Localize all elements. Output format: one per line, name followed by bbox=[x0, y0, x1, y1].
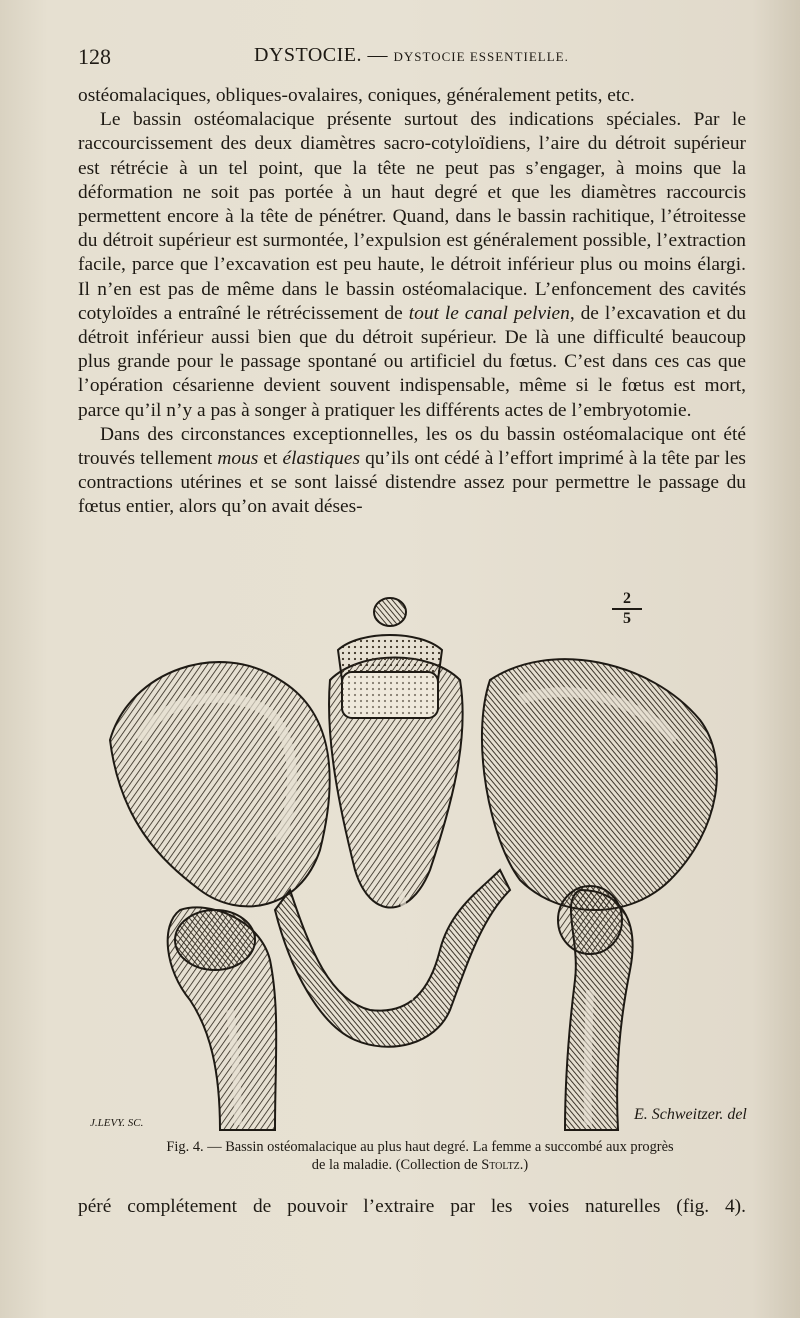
paragraph-3-text-a: Dans des circonstances exceptionnelles, les os du bassin ostéomalacique ont été trouvés tellement bbox=[78, 423, 746, 470]
paragraph-3-text-mid: et bbox=[258, 448, 283, 470]
caption-line-2-text-b: .) bbox=[519, 1157, 529, 1173]
paragraph-2-text-b: , de l’excavation et du détroit inférieur aussi bien que du détroit supérieur. De là une difficulté beaucoup plus grande pour le passage spontané ou artificiel du fœtus. C’est dans ces cas que l’opération césarienne devient souvent indispensable, même si le fœtus est mort, parce qu’il n’y a pas à songer à pratiquer les différents actes de l’embryotomie. bbox=[78, 302, 746, 421]
paragraph-2-italic: tout le canal pelvien bbox=[408, 302, 570, 324]
pelvis-engraving bbox=[70, 590, 760, 1135]
caption-line-2 bbox=[90, 1156, 750, 1174]
caption-line-2-text-a: de la maladie. (Collection de bbox=[311, 1157, 482, 1173]
running-title bbox=[254, 44, 569, 67]
pelvis-illustration bbox=[70, 590, 760, 1135]
paragraph-3-italic-1: mous bbox=[217, 448, 259, 470]
scale-fraction bbox=[612, 590, 642, 628]
paragraph-3-italic-2: élastiques bbox=[282, 448, 361, 470]
paragraph-1: ostéomalaciques, obliques-ovalaires, coniques, généralement petits, etc. bbox=[78, 85, 635, 106]
paragraph-2-text-a: Le bassin ostéomalacique présente surtout des indications spéciales. Par le raccourcissement des deux diamètres sacro-cotyloïdiens, l’aire du détroit supérieur est rétrécie à un tel point, que la tête ne peut pas s’engager, à moins que la déformation ne soit pas portée à un haut degré et que les diamètres raccourcis permettent encore à la tête de pénétrer. Quand, dans le bassin rachitique, l’étroitesse du détroit supérieur est surmontée, l’expulsion est généralement possible, l’extraction facile, parce que l’excavation est peu haute, le détroit inférieur plus ou moins élargi. Il n’en est pas de même dans le bassin ostéomalacique. L’enfoncement des cavités cotyloïdes a entraîné le rétrécissement de bbox=[78, 109, 746, 324]
scale-numerator: 2 bbox=[612, 590, 642, 610]
page-number: 128 bbox=[78, 44, 111, 69]
body-text bbox=[78, 84, 746, 520]
caption-collection-name: Stoltz bbox=[481, 1157, 520, 1173]
running-title-sub: DYSTOCIE ESSENTIELLE. bbox=[393, 49, 569, 64]
paragraph-3 bbox=[78, 423, 746, 520]
figure-caption bbox=[90, 1138, 750, 1174]
scale-denominator: 5 bbox=[623, 610, 631, 627]
running-title-separator: — bbox=[362, 44, 394, 66]
paragraph-2 bbox=[78, 108, 746, 423]
caption-line-1: Fig. 4. — Bassin ostéomalacique au plus haut degré. La femme a succombé aux progrès bbox=[166, 1139, 674, 1155]
paragraph-3-text-b: qu’ils ont cédé à l’effort imprimé à la tête par les contractions utérines et se sont laissé distendre assez pour permettre le passage du fœtus entier, alors qu’on avait déses- bbox=[78, 448, 746, 518]
page-header bbox=[78, 44, 746, 74]
engraver-signature: J.LEVY. SC. bbox=[90, 1117, 144, 1129]
artist-signature: E. Schweitzer. del bbox=[634, 1106, 747, 1123]
continuation-line: péré complétement de pouvoir l’extraire par les voies naturelles (fig. 4). bbox=[78, 1196, 746, 1217]
running-title-main: DYSTOCIE. bbox=[254, 44, 363, 66]
